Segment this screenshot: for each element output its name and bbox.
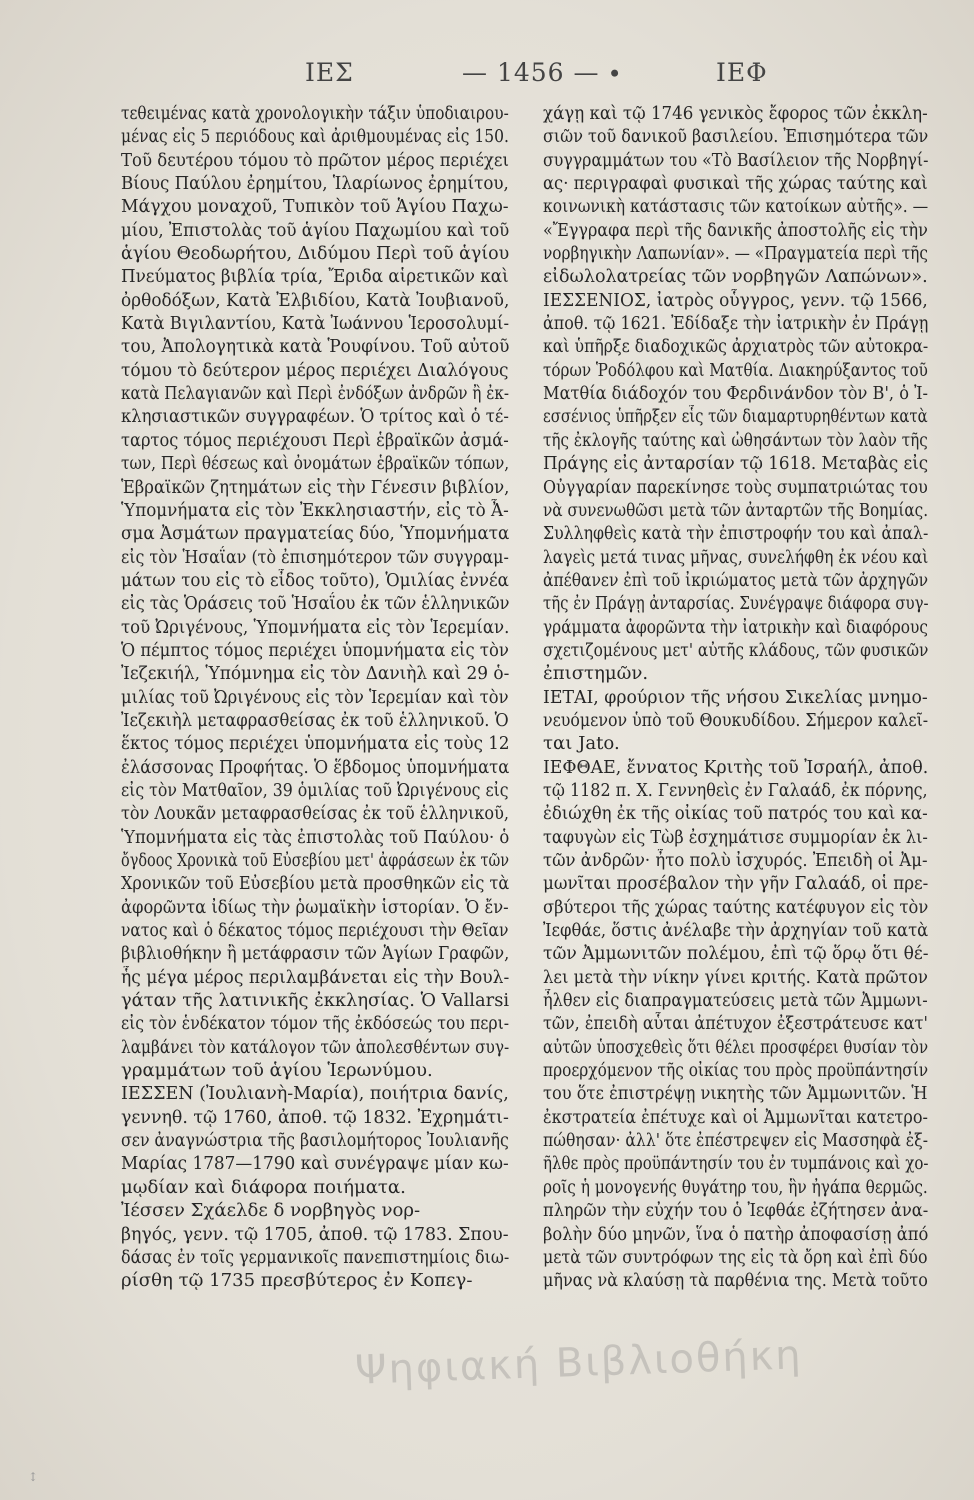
text-line: εἰς τὸν ἑνδέκατον τόμον τῆς ἐκδόσεώς του περι- [121, 1013, 509, 1035]
text-line: τοῦ Ὠριγένους, Ὑπομνήματα εἰς τὸν Ἱερεμίαν. [121, 616, 510, 638]
text-line: τὸν Λουκᾶν μεταφρασθείσας ἐκ τοῦ ἑλληνικοῦ, [121, 803, 509, 825]
text-line: ἀφορῶντα ἰδίως τὴν ῥωμαϊκὴν ἱστορίαν. Ὁ ἔν- [121, 896, 509, 918]
text-line: δάσας ἐν τοῖς γερμανικοῖς πανεπιστημίοις διω- [121, 1246, 510, 1268]
text-line: ρίσθη τῷ 1735 πρεσβύτερος ἐν Κοπεγ- [121, 1270, 473, 1292]
text-line: Ἰέσσεν Σχάελδε δ νορβηγὸς νορ- [121, 1200, 421, 1222]
text-line: τῆς ἐκλογῆς ταύτης καὶ ὠθησάντων τὸν λαὸν τῆς [543, 429, 928, 451]
text-line: ῆλθε πρὸς προϋπάντησίν του ἐν τυμπάνοις καὶ χο- [543, 1153, 929, 1175]
text-line: βολὴν δύο μηνῶν, ἵνα ὁ πατὴρ ἀποφασίσῃ ἀπό [543, 1223, 929, 1245]
text-line: Ματθία διάδοχόν του Φερδινάνδον τὸν Β', ὁ Ἰ- [543, 383, 928, 405]
text-line: μένας εἰς 5 περιόδους καὶ ἀριθμουμένας εἰς 150. [121, 126, 509, 148]
text-line: τῶν ἀνδρῶν· ἦτο πολὺ ἰσχυρός. Ἐπειδὴ οἱ Ἀμ- [543, 850, 928, 871]
text-line: ἧς μέγα μέρος περιλαμβάνεται εἰς τὴν Βουλ- [121, 966, 509, 988]
text-line: εἰδωλολατρείας τῶν νορβηγῶν Λαπώνων». [543, 266, 928, 288]
text-line: Μάγχου μοναχοῦ, Τυπικὸν τοῦ Ἁγίου Παχω- [121, 196, 509, 218]
text-line: λει μετὰ τὴν νίκην γίνει κριτής. Κατὰ πρῶτον [543, 966, 928, 988]
text-line: συγγραμμάτων του «Τὸ Βασίλειον τῆς Νορβηγί- [543, 149, 928, 171]
text-line: ΙΕΣΣΕΝ (Ἰουλιανὴ-Μαρία), ποιήτρια δανίς, [121, 1083, 509, 1105]
text-line: μίου, Ἐπιστολὰς τοῦ ἁγίου Παχωμίου καὶ τοῦ [121, 219, 509, 241]
text-line: προερχόμενον τῆς οἰκίας του πρὸς προϋπάντησίν [543, 1060, 928, 1082]
text-line: Ὁ πέμπτος τόμος περιέχει ὑπομνήματα εἰς τὸν [121, 639, 509, 661]
text-line: ΙΕΣΣΕΝΙΟΣ, ἰατρὸς οὗγγρος, γενν. τῷ 1566, [543, 289, 928, 311]
scan-edge-mark: ↕ [28, 1470, 39, 1484]
text-line: πώθησαν· ἀλλ' ὅτε ἐπέστρεψεν εἰς Μασσηφὰ ἐξ- [543, 1130, 928, 1152]
text-line: κλησιαστικῶν συγγραφέων. Ὁ τρίτος καὶ ὁ τέ- [121, 406, 509, 428]
text-line: Βίους Παύλου ἐρημίτου, Ἱλαρίωνος ἐρημίτου, [121, 173, 509, 195]
text-line: ἕκτος τόμος περιέχει ὑπομνήματα εἰς τοὺς 12 [121, 733, 510, 755]
text-line: ἐλάσσονας Προφήτας. Ὁ ἕβδομος ὑπομνήματα [121, 756, 510, 778]
text-line: ἀπέθανεν ἐπὶ τοῦ ἰκριώματος μετὰ τῶν ἀρχηγῶν [543, 569, 928, 591]
text-line: μωνῖται προσέβαλον τὴν γῆν Γαλαάδ, οἱ πρε- [543, 873, 928, 895]
text-line: Πράγης εἰς ἀνταρσίαν τῷ 1618. Μεταβὰς εἰς [543, 453, 928, 475]
text-line: ὀρθοδόξων, Κατὰ Ἐλβιδίου, Κατὰ Ἰουβιανοῦ, [121, 289, 510, 311]
left-text-column [121, 102, 509, 1293]
text-line: μῳδίαν καὶ διάφορα ποιήματα. [121, 1176, 406, 1198]
text-line: τῷ 1182 π. Χ. Γεννηθεὶς ἐν Γαλαάδ, ἐκ πόρνης, [543, 779, 928, 801]
text-line: σβύτεροι τῆς χώρας ταύτης κατέφυγον εἰς τὸν [543, 896, 929, 918]
text-line: λαμβάνει τὸν κατάλογον τῶν ἀπολεσθέντων συγ- [121, 1036, 509, 1058]
text-line: εἰς τὸν Ματθαῖον, 39 ὁμιλίας τοῦ Ὠριγένους εἰς [121, 779, 509, 801]
text-line: σχετιζομένους μετ' αὐτῆς κλάδους, τῶν φυσικῶν [543, 639, 929, 661]
right-text-column [543, 102, 928, 1293]
text-line: Κατὰ Βιγιλαντίου, Κατὰ Ἰωάννου Ἱεροσολυμί- [121, 313, 510, 335]
text-line: νατος καὶ ὁ δέκατος τόμος περιέχουσι τὴν Θεῖαν [121, 920, 509, 942]
text-line: νορβηγικὴν Λαπωνίαν». — «Πραγματεία περὶ τῆς [543, 243, 928, 265]
text-line: «Ἔγγραφα περὶ τῆς δανικῆς ἀποστολῆς εἰς τὴν [543, 219, 928, 241]
header-left-term: ΙΕΣ [305, 58, 354, 87]
text-line: λαγεὶς μετά τινας μῆνας, συνελήφθη ἐκ νέου καὶ [543, 546, 929, 568]
text-line: Οὐγγαρίαν παρεκίνησε τοὺς συμπατριώτας του [543, 476, 928, 498]
text-line: μετὰ τῶν συντρόφων της εἰς τὰ ὄρη καὶ ἐπὶ δύο [543, 1246, 928, 1268]
text-line: κοινωνικὴ κατάστασις τῶν κατοίκων αὐτῆς». — [543, 196, 928, 218]
text-line: γράμματα ἀφορῶντα τὴν ἰατρικὴν καὶ διαφόρους [543, 616, 928, 638]
text-line: πληρῶν τὴν εὐχήν του ὁ Ἰεφθάε ἐζήτησεν ἀνα- [543, 1200, 929, 1222]
text-line: τῶν, ἐπειδὴ αὗται ἀπέτυχον ἐξεστράτευσε κατ' [543, 1013, 928, 1035]
text-line: μῆνας νὰ κλαύσῃ τὰ παρθένια της. Μετὰ τοῦτο [543, 1270, 928, 1292]
text-line: τόρων Ῥοδόλφου καὶ Ματθία. Διακηρύξαντος τοῦ [543, 359, 928, 381]
text-line: τεθειμένας κατὰ χρονολογικὴν τάξιν ὑποδιαιρου- [121, 103, 509, 124]
text-line: του ὅτε ἐπιστρέψῃ νικητὴς τῶν Ἀμμωνιτῶν. Ἡ [543, 1083, 928, 1105]
text-line: ἐπιστημῶν. [543, 663, 649, 685]
text-line: Συλληφθεὶς κατὰ τὴν ἐπιστροφήν του καὶ ἀπαλ- [543, 523, 928, 545]
text-line: ἁγίου Θεοδωρήτου, Διδύμου Περὶ τοῦ ἁγίου [121, 243, 510, 265]
text-line: Ἰεζεκιήλ, Ὑπόμνημα εἰς τὸν Δανιὴλ καὶ 29 ὁ- [121, 663, 510, 685]
text-line: κατὰ Πελαγιανῶν καὶ Περὶ ἐνδόξων ἀνδρῶν ἢ ἐκ- [121, 383, 510, 405]
text-line: μάτων του εἰς τὸ εἶδος τοῦτο), Ὁμιλίας ἐννέα [121, 569, 509, 591]
text-line: καὶ ὑπῆρξε διαδοχικῶς ἀρχιατρὸς τῶν αὐτοκρα- [543, 336, 928, 358]
text-line: ἀποθ. τῷ 1621. Ἐδίδαξε τὴν ἰατρικὴν ἐν Πράγῃ [543, 313, 928, 335]
text-line: ας· περιγραφαὶ φυσικαὶ τῆς χώρας ταύτης καὶ [543, 173, 928, 195]
text-line: βιβλιοθήκην ἢ μετάφρασιν τῶν Ἁγίων Γραφῶν, [121, 943, 509, 965]
text-line: σμα Ἀσμάτων πραγματείας δύο, Ὑπομνήματα [121, 523, 509, 545]
text-line: μιλίας τοῦ Ὠριγένους εἰς τὸν Ἱερεμίαν καὶ τὸν [121, 686, 509, 708]
text-line: βηγός, γενν. τῷ 1705, ἀποθ. τῷ 1783. Σπου- [121, 1223, 509, 1245]
text-line: ΙΕΦΘΑΕ, ἔννατος Κριτὴς τοῦ Ἰσραήλ, ἀποθ. [543, 756, 929, 778]
text-line: ται Jato. [543, 733, 620, 755]
text-line: Πνεύματος βιβλία τρία, Ἔριδα αἱρετικῶν καὶ [121, 266, 509, 288]
text-line: χάγῃ καὶ τῷ 1746 γενικὸς ἔφορος τῶν ἐκκλη- [543, 103, 928, 124]
text-line: Ἰεφθάε, ὅστις ἀνέλαβε τὴν ἀρχηγίαν τοῦ κατὰ [543, 920, 929, 942]
text-line: ἦλθεν εἰς διαπραγματεύσεις μετὰ τῶν Ἀμμωνι- [543, 990, 928, 1012]
text-line: σεν ἀναγνώστρια τῆς βασιλομήτορος Ἰουλιανῆς [121, 1130, 509, 1152]
text-line: ροῖς ἡ μονογενής θυγάτηρ του, ἣν ἠγάπα θερμῶς. [543, 1176, 928, 1198]
text-line: γραμμάτων τοῦ ἁγίου Ἱερωνύμου. [121, 1060, 433, 1082]
text-line: του, Ἀπολογητικὰ κατὰ Ῥουφίνου. Τοῦ αὐτοῦ [121, 336, 510, 358]
text-line: Μαρίας 1787—1790 καὶ συνέγραψε μίαν κω- [121, 1153, 509, 1175]
text-line: ἐκστρατεία ἐπέτυχε καὶ οἱ Ἀμμωνῖται κατετρο- [543, 1106, 928, 1128]
library-watermark: Ψηφιακή Βιβλιοθήκη [354, 1332, 804, 1394]
text-line: αὐτῶν ὑποσχεθεὶς ὅτι θέλει προσφέρει θυσίαν τὸν [543, 1036, 929, 1058]
text-line: τῆς ἐν Πράγῃ ἀνταρσίας. Συνέγραψε διάφορα συγ- [543, 593, 929, 615]
text-line: εσσένιος ὑπῆρξεν εἷς τῶν διαμαρτυρηθέντων κατὰ [543, 406, 928, 428]
text-line: εἰς τὸν Ἡσαΐαν (τὸ ἐπισημότερον τῶν συγγραμ- [121, 546, 509, 568]
text-line: Ὑπομνήματα εἰς τὸν Ἐκκλησιαστήν, εἰς τὸ Ἆ- [121, 499, 509, 521]
text-line: εἰς τὰς Ὁράσεις τοῦ Ἡσαΐου ἐκ τῶν ἑλληνικῶν [121, 593, 510, 615]
text-line: Τοῦ δευτέρου τόμου τὸ πρῶτον μέρος περιέχει [121, 149, 509, 171]
text-line: Χρονικῶν τοῦ Εὐσεβίου μετὰ προσθηκῶν εἰς τὰ [121, 873, 510, 895]
text-line: Ἰεζεκιὴλ μεταφρασθείσας ἐκ τοῦ ἑλληνικοῦ. Ὁ [121, 709, 509, 731]
header-right-term: ΙΕΦ [716, 58, 768, 87]
page-header [0, 58, 974, 92]
text-line: ἐδιώχθη ἐκ τῆς οἰκίας τοῦ πατρός του καὶ κα- [543, 803, 928, 825]
text-line: τόμου τὸ δεύτερον μέρος περιέχει Διαλόγους [121, 359, 509, 381]
text-line: γάταν τῆς λατινικῆς ἐκκλησίας. Ὁ Vallarsi [121, 990, 509, 1012]
text-line: Ὑπομνήματα εἰς τὰς ἐπιστολὰς τοῦ Παύλου· ὁ [121, 826, 510, 848]
text-line: νὰ συνενωθῶσι μετὰ τῶν ἀνταρτῶν τῆς Βοημίας. [543, 499, 928, 521]
text-line: νευόμενον ὑπὸ τοῦ Θουκυδίδου. Σήμερον καλεῖ- [543, 709, 928, 731]
text-line: γεννηθ. τῷ 1760, ἀποθ. τῷ 1832. Ἐχρημάτι- [121, 1106, 509, 1128]
text-line: ταρτος τόμος περιέχουσι Περὶ ἑβραϊκῶν ἀσμά- [121, 429, 509, 451]
text-line: ὄγδοος Χρονικὰ τοῦ Εὐσεβίου μετ' ἀφράσεων ἐκ τῶν [121, 850, 509, 871]
text-line: Ἑβραϊκῶν ζητημάτων εἰς τὴν Γένεσιν βιβλίον, [121, 476, 510, 498]
page-number: — 1456 — ∙ [462, 58, 622, 87]
text-line: τῶν Ἀμμωνιτῶν πολέμου, ἐπὶ τῷ ὅρῳ ὅτι θέ- [543, 943, 929, 965]
text-line: ΙΕΤΑΙ, φρούριον τῆς νήσου Σικελίας μνημο- [543, 686, 928, 708]
text-line: των, Περὶ θέσεως καὶ ὀνομάτων ἑβραϊκῶν τόπων, [121, 453, 509, 475]
text-line: σιῶν τοῦ δανικοῦ βασιλείου. Ἐπισημότερα τῶν [543, 126, 928, 148]
text-line: ταφυγὼν εἰς Τὼβ ἐσχημάτισε συμμορίαν ἐκ λι- [543, 826, 928, 848]
